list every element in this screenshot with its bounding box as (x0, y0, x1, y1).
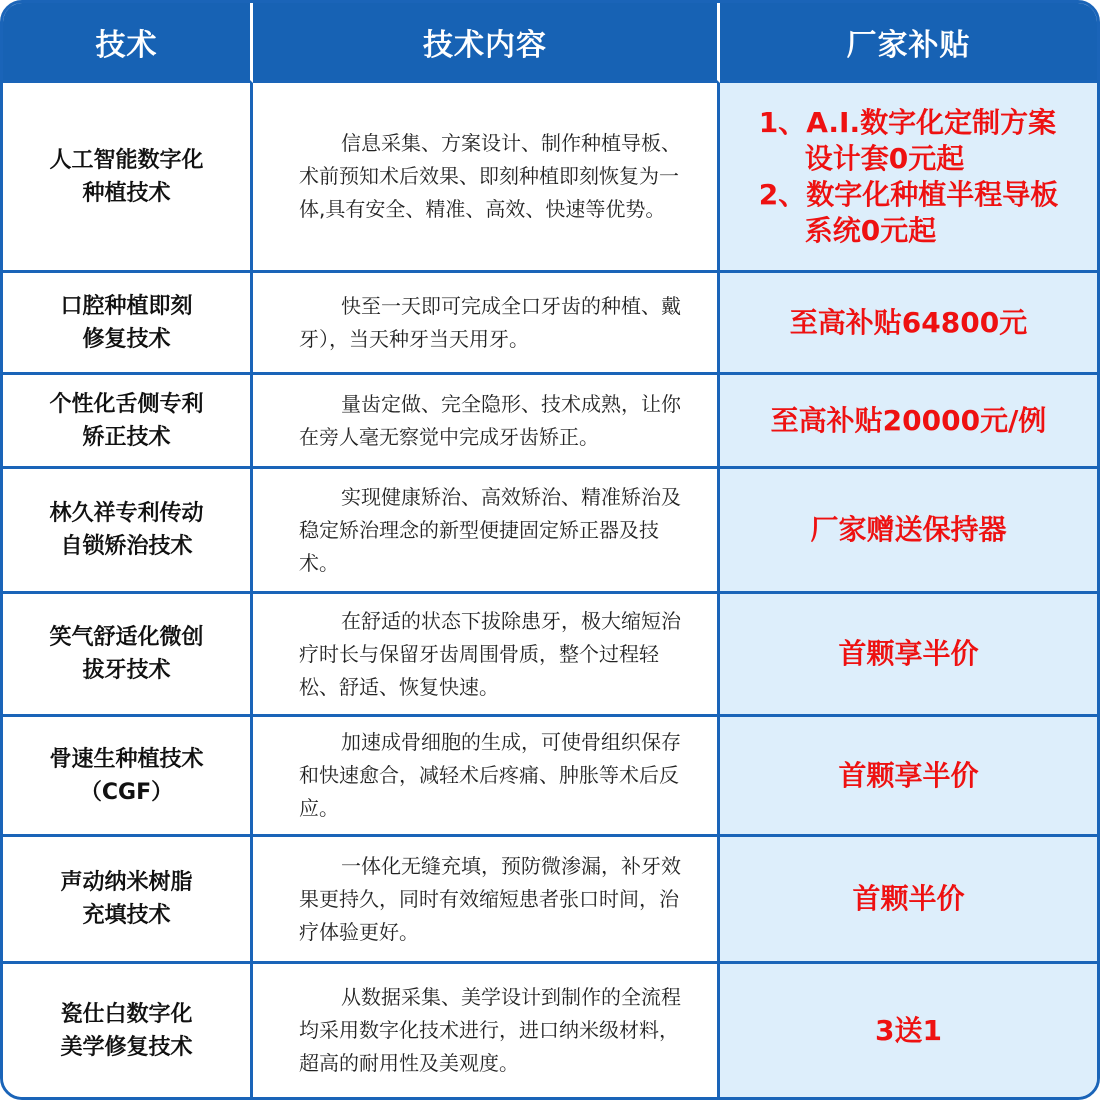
tech-name-line: 个性化舌侧专利 (49, 391, 204, 417)
tech-name-line: 骨速生种植技术 (49, 746, 204, 772)
tech-description (253, 837, 720, 964)
tech-name-line: 拔牙技术 (82, 658, 171, 683)
subsidy-cell: 首颗半价 (720, 837, 1097, 964)
tech-description (253, 375, 720, 469)
tech-name-line: 自锁矫治技术 (60, 534, 193, 559)
tech-name (3, 837, 253, 964)
tech-description (253, 83, 720, 273)
tech-name-line: 人工智能数字化 (49, 147, 204, 173)
tech-description (253, 964, 720, 1097)
tech-name-line: 瓷仕白数字化 (60, 1001, 193, 1027)
tech-description-text: 信息采集、方案设计、制作种植导板、术前预知术后效果、即刻种植即刻恢复为一体,具有安全、精准、高效、快速等优势。 (299, 131, 681, 221)
tech-name (3, 717, 253, 837)
tech-name-line: 充填技术 (82, 903, 171, 928)
tech-name (3, 964, 253, 1097)
tech-name-line: 口腔种植即刻 (60, 293, 193, 319)
subsidy-cell: 首颗享半价 (720, 717, 1097, 837)
subsidy-item: 1、A.I.数字化定制方案 (758, 105, 1057, 139)
tech-description (253, 273, 720, 375)
subsidy-cell: 至高补贴20000元/例 (720, 375, 1097, 469)
tech-description (253, 469, 720, 594)
tech-name-line: （CGF） (79, 779, 174, 805)
subsidy-cell: 3送1 (720, 964, 1097, 1097)
tech-name-line: 修复技术 (82, 326, 171, 352)
subsidy-cell: 至高补贴64800元 (720, 273, 1097, 375)
subsidy-cell: 厂家赠送保持器 (720, 469, 1097, 594)
tech-description-text: 一体化无缝充填，预防微渗漏，补牙效果更持久，同时有效缩短患者张口时间，治疗体验更好。 (299, 853, 681, 944)
subsidy-cell (720, 83, 1097, 273)
tech-name-line: 种植技术 (82, 180, 171, 206)
tech-name-line: 笑气舒适化微创 (49, 625, 204, 650)
tech-description (253, 594, 720, 717)
tech-name (3, 273, 253, 375)
tech-description-text: 快至一天即可完成全口牙齿的种植、戴牙），当天种牙当天用牙。 (299, 293, 681, 351)
subsidy-cell: 首颗享半价 (720, 594, 1097, 717)
tech-description-text: 实现健康矫治、高效矫治、精准矫治及稳定矫治理念的新型便捷固定矫正器及技术。 (299, 484, 681, 575)
tech-name-line: 林久祥专利传动 (49, 501, 204, 526)
tech-name (3, 469, 253, 594)
header-tech-content: 技术内容 (253, 3, 720, 83)
table-grid (3, 3, 1097, 1097)
subsidy-list (759, 105, 1058, 249)
tech-name-line: 声动纳米树脂 (60, 870, 193, 895)
subsidy-item-cont: 系统0元起 (804, 213, 937, 247)
tech-description-text: 加速成骨细胞的生成，可使骨组织保存和快速愈合，减轻术后疼痛、肿胀等术后反应。 (299, 730, 681, 820)
tech-name (3, 594, 253, 717)
tech-name-line: 矫正技术 (82, 424, 171, 450)
tech-name (3, 375, 253, 469)
tech-description (253, 717, 720, 837)
subsidy-item-cont: 设计套0元起 (804, 141, 965, 175)
tech-description-text: 从数据采集、美学设计到制作的全流程均采用数字化技术进行，进口纳米级材料，超高的耐用性及美观度。 (299, 985, 681, 1075)
subsidy-item: 2、数字化种植半程导板 (758, 177, 1059, 211)
header-tech: 技术 (3, 3, 253, 83)
header-subsidy: 厂家补贴 (720, 3, 1097, 83)
tech-description-text: 量齿定做、完全隐形、技术成熟，让你在旁人毫无察觉中完成牙齿矫正。 (299, 391, 681, 449)
tech-name (3, 83, 253, 273)
tech-description-text: 在舒适的状态下拔除患牙，极大缩短治疗时长与保留牙齿周围骨质，整个过程轻松、舒适、恢复快速。 (299, 608, 681, 699)
tech-name-line: 美学修复技术 (60, 1034, 193, 1060)
